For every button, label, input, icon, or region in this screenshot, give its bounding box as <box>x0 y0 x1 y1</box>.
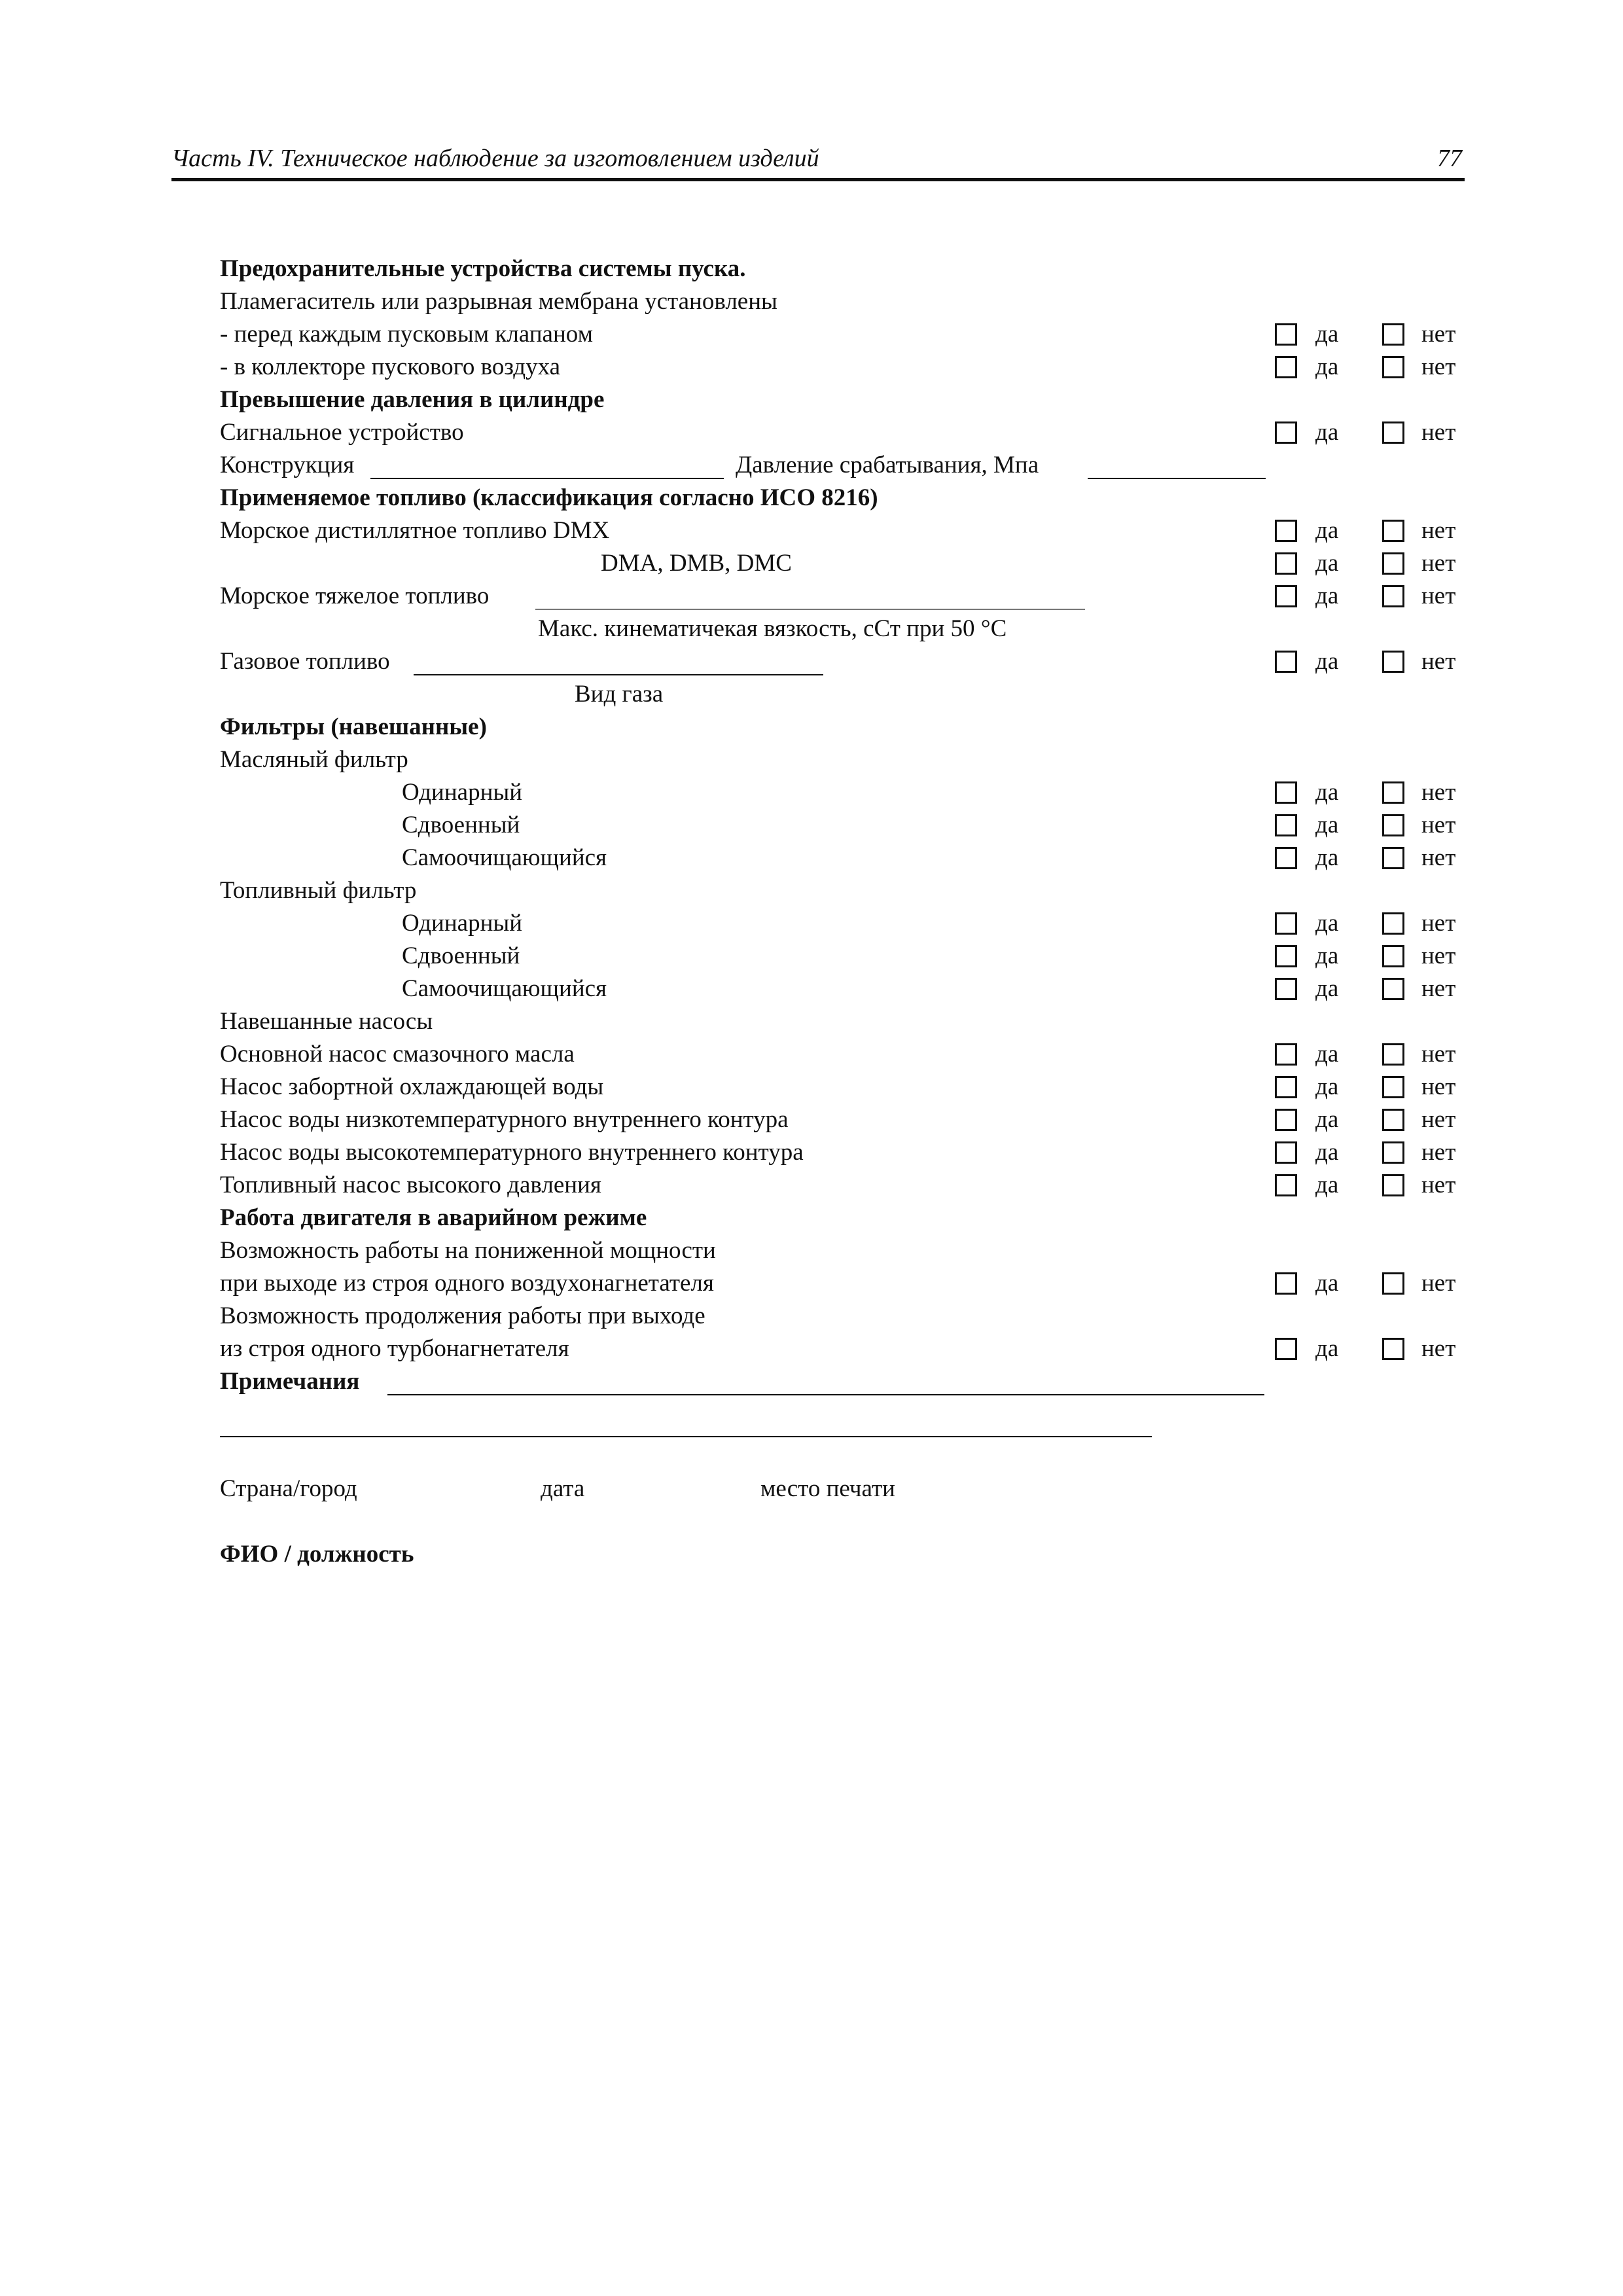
form-row <box>0 776 1623 809</box>
section-heading: Работа двигателя в аварийном режиме <box>220 1204 647 1231</box>
no-checkbox[interactable] <box>1382 1043 1404 1066</box>
yes-label: да <box>1315 942 1339 969</box>
yes-checkbox[interactable] <box>1275 1109 1297 1131</box>
form-row <box>0 645 1623 678</box>
row-label: - в коллекторе пускового воздуха <box>220 353 561 380</box>
no-label: нет <box>1421 583 1456 609</box>
row-label: Конструкция <box>220 452 355 478</box>
yes-label: да <box>1315 1106 1339 1133</box>
no-checkbox[interactable] <box>1382 1076 1404 1098</box>
yes-label: да <box>1315 419 1339 446</box>
form-row <box>0 1234 1623 1267</box>
no-label: нет <box>1421 1270 1456 1297</box>
no-label: нет <box>1421 812 1456 838</box>
row-label: Сигнальное устройство <box>220 419 464 446</box>
no-checkbox[interactable] <box>1382 1272 1404 1295</box>
section-heading: Предохранительные устройства системы пуска. <box>220 255 746 282</box>
row-label: Топливный насос высокого давления <box>220 1172 601 1198</box>
form-row <box>0 285 1623 318</box>
field-caption: Макс. кинематичекая вязкость, сСт при 50 °С <box>538 615 1007 642</box>
form-row <box>0 482 1623 514</box>
section-heading: Применяемое топливо (классификация согласно ИСО 8216) <box>220 484 878 511</box>
yes-checkbox[interactable] <box>1275 651 1297 673</box>
yes-checkbox[interactable] <box>1275 1076 1297 1098</box>
form-row <box>0 1300 1623 1333</box>
no-label: нет <box>1421 1172 1456 1198</box>
form-row <box>0 711 1623 744</box>
no-checkbox[interactable] <box>1382 422 1404 444</box>
form-row <box>0 547 1623 580</box>
form-row <box>0 1169 1623 1202</box>
row-label: Пламегаситель или разрывная мембрана установлены <box>220 288 777 315</box>
yes-checkbox[interactable] <box>1275 520 1297 542</box>
no-checkbox[interactable] <box>1382 814 1404 836</box>
no-checkbox[interactable] <box>1382 552 1404 575</box>
form-row <box>0 1005 1623 1038</box>
no-label: нет <box>1421 1041 1456 1067</box>
no-label: нет <box>1421 779 1456 806</box>
no-checkbox[interactable] <box>1382 912 1404 935</box>
form-row <box>0 613 1623 645</box>
yes-label: да <box>1315 812 1339 838</box>
construction-field[interactable] <box>370 478 724 479</box>
notes-field[interactable] <box>387 1394 1264 1395</box>
name-position-label: ФИО / должность <box>220 1541 414 1568</box>
form-row <box>0 907 1623 940</box>
row-label: Одинарный <box>402 910 523 937</box>
no-label: нет <box>1421 975 1456 1002</box>
form-row <box>0 514 1623 547</box>
yes-label: да <box>1315 583 1339 609</box>
no-label: нет <box>1421 419 1456 446</box>
form-row <box>0 384 1623 416</box>
yes-label: да <box>1315 353 1339 380</box>
form-row <box>0 678 1623 711</box>
signature-row <box>0 1473 1623 1505</box>
date-label: дата <box>541 1475 585 1502</box>
field-caption: Вид газа <box>575 681 664 708</box>
form-row <box>0 580 1623 613</box>
page-header <box>171 139 1465 181</box>
no-label: нет <box>1421 1073 1456 1100</box>
form-row <box>0 253 1623 285</box>
no-checkbox[interactable] <box>1382 1141 1404 1164</box>
yes-label: да <box>1315 1139 1339 1166</box>
header-title: Часть IV. Техническое наблюдение за изготовлением изделий <box>171 145 819 172</box>
row-label: Возможность продолжения работы при выходе <box>220 1302 705 1329</box>
no-checkbox[interactable] <box>1382 781 1404 804</box>
yes-label: да <box>1315 648 1339 675</box>
row-label: Одинарный <box>402 779 523 806</box>
form-row <box>0 449 1623 482</box>
gas-fuel-field[interactable] <box>414 674 823 675</box>
no-checkbox[interactable] <box>1382 978 1404 1000</box>
country-city-label: Страна/город <box>220 1475 357 1502</box>
row-label: Насос воды высокотемпературного внутреннего контура <box>220 1139 804 1166</box>
form-row <box>0 874 1623 907</box>
row-label: Топливный фильтр <box>220 877 417 904</box>
yes-label: да <box>1315 1335 1339 1362</box>
stamp-label: место печати <box>760 1475 895 1502</box>
no-checkbox[interactable] <box>1382 945 1404 967</box>
yes-checkbox[interactable] <box>1275 552 1297 575</box>
yes-checkbox[interactable] <box>1275 1272 1297 1295</box>
no-checkbox[interactable] <box>1382 323 1404 346</box>
section-heading: Превышение давления в цилиндре <box>220 386 605 413</box>
form-row <box>0 1136 1623 1169</box>
row-label: - перед каждым пусковым клапаном <box>220 321 593 348</box>
form-row <box>0 1202 1623 1234</box>
no-checkbox[interactable] <box>1382 520 1404 542</box>
row-label: Основной насос смазочного масла <box>220 1041 575 1067</box>
no-checkbox[interactable] <box>1382 1338 1404 1360</box>
yes-checkbox[interactable] <box>1275 781 1297 804</box>
form-row <box>0 1333 1623 1365</box>
heavy-fuel-field[interactable] <box>535 609 1085 610</box>
form-row <box>0 351 1623 384</box>
yes-checkbox[interactable] <box>1275 1043 1297 1066</box>
no-label: нет <box>1421 844 1456 871</box>
no-checkbox[interactable] <box>1382 651 1404 673</box>
no-label: нет <box>1421 517 1456 544</box>
yes-label: да <box>1315 1172 1339 1198</box>
form-row <box>0 973 1623 1005</box>
form-row <box>0 842 1623 874</box>
row-label: Сдвоенный <box>402 812 520 838</box>
form-row <box>0 1071 1623 1103</box>
no-label: нет <box>1421 648 1456 675</box>
yes-checkbox[interactable] <box>1275 978 1297 1000</box>
yes-label: да <box>1315 1270 1339 1297</box>
row-label: Возможность работы на пониженной мощности <box>220 1237 716 1264</box>
form-row <box>0 1365 1623 1398</box>
no-checkbox[interactable] <box>1382 1174 1404 1196</box>
form-row <box>0 940 1623 973</box>
row-label: Навешанные насосы <box>220 1008 433 1035</box>
form-row <box>0 1267 1623 1300</box>
yes-checkbox[interactable] <box>1275 585 1297 607</box>
no-label: нет <box>1421 910 1456 937</box>
yes-label: да <box>1315 517 1339 544</box>
section-heading: Фильтры (навешанные) <box>220 713 487 740</box>
form-row <box>0 744 1623 776</box>
yes-label: да <box>1315 910 1339 937</box>
yes-checkbox[interactable] <box>1275 1141 1297 1164</box>
yes-label: да <box>1315 1041 1339 1067</box>
row-label: Давление срабатывания, Мпа <box>736 452 1039 478</box>
row-label: Масляный фильтр <box>220 746 408 773</box>
section-heading: Примечания <box>220 1368 360 1395</box>
row-label: Морское тяжелое топливо <box>220 583 490 609</box>
form-row <box>0 318 1623 351</box>
row-label: при выходе из строя одного воздухонагнетателя <box>220 1270 714 1297</box>
signature-row <box>0 1538 1623 1571</box>
yes-label: да <box>1315 321 1339 348</box>
yes-checkbox[interactable] <box>1275 847 1297 869</box>
row-label: DMA, DMB, DMC <box>601 550 792 577</box>
row-label: Сдвоенный <box>402 942 520 969</box>
no-label: нет <box>1421 550 1456 577</box>
no-checkbox[interactable] <box>1382 847 1404 869</box>
row-label: Насос забортной охлаждающей воды <box>220 1073 604 1100</box>
yes-checkbox[interactable] <box>1275 356 1297 378</box>
yes-checkbox[interactable] <box>1275 814 1297 836</box>
no-checkbox[interactable] <box>1382 356 1404 378</box>
row-label: Насос воды низкотемпературного внутреннего контура <box>220 1106 789 1133</box>
page-number: 77 <box>1437 145 1462 172</box>
yes-label: да <box>1315 550 1339 577</box>
yes-label: да <box>1315 1073 1339 1100</box>
no-label: нет <box>1421 321 1456 348</box>
yes-checkbox[interactable] <box>1275 422 1297 444</box>
pressure-field[interactable] <box>1088 478 1266 479</box>
row-label: из строя одного турбонагнетателя <box>220 1335 569 1362</box>
form-row <box>0 416 1623 449</box>
no-label: нет <box>1421 1139 1456 1166</box>
yes-checkbox[interactable] <box>1275 945 1297 967</box>
form-row <box>0 809 1623 842</box>
no-label: нет <box>1421 942 1456 969</box>
yes-checkbox[interactable] <box>1275 912 1297 935</box>
yes-label: да <box>1315 844 1339 871</box>
no-label: нет <box>1421 353 1456 380</box>
yes-label: да <box>1315 975 1339 1002</box>
yes-checkbox[interactable] <box>1275 1174 1297 1196</box>
row-label: Самоочищающийся <box>402 844 607 871</box>
no-checkbox[interactable] <box>1382 1109 1404 1131</box>
yes-checkbox[interactable] <box>1275 1338 1297 1360</box>
notes-field-line-2[interactable] <box>220 1436 1152 1437</box>
form-row <box>0 1103 1623 1136</box>
no-checkbox[interactable] <box>1382 585 1404 607</box>
row-label: Морское дистиллятное топливо DMX <box>220 517 610 544</box>
yes-checkbox[interactable] <box>1275 323 1297 346</box>
no-label: нет <box>1421 1106 1456 1133</box>
row-label: Самоочищающийся <box>402 975 607 1002</box>
no-label: нет <box>1421 1335 1456 1362</box>
row-label: Газовое топливо <box>220 648 390 675</box>
form-row <box>0 1038 1623 1071</box>
yes-label: да <box>1315 779 1339 806</box>
